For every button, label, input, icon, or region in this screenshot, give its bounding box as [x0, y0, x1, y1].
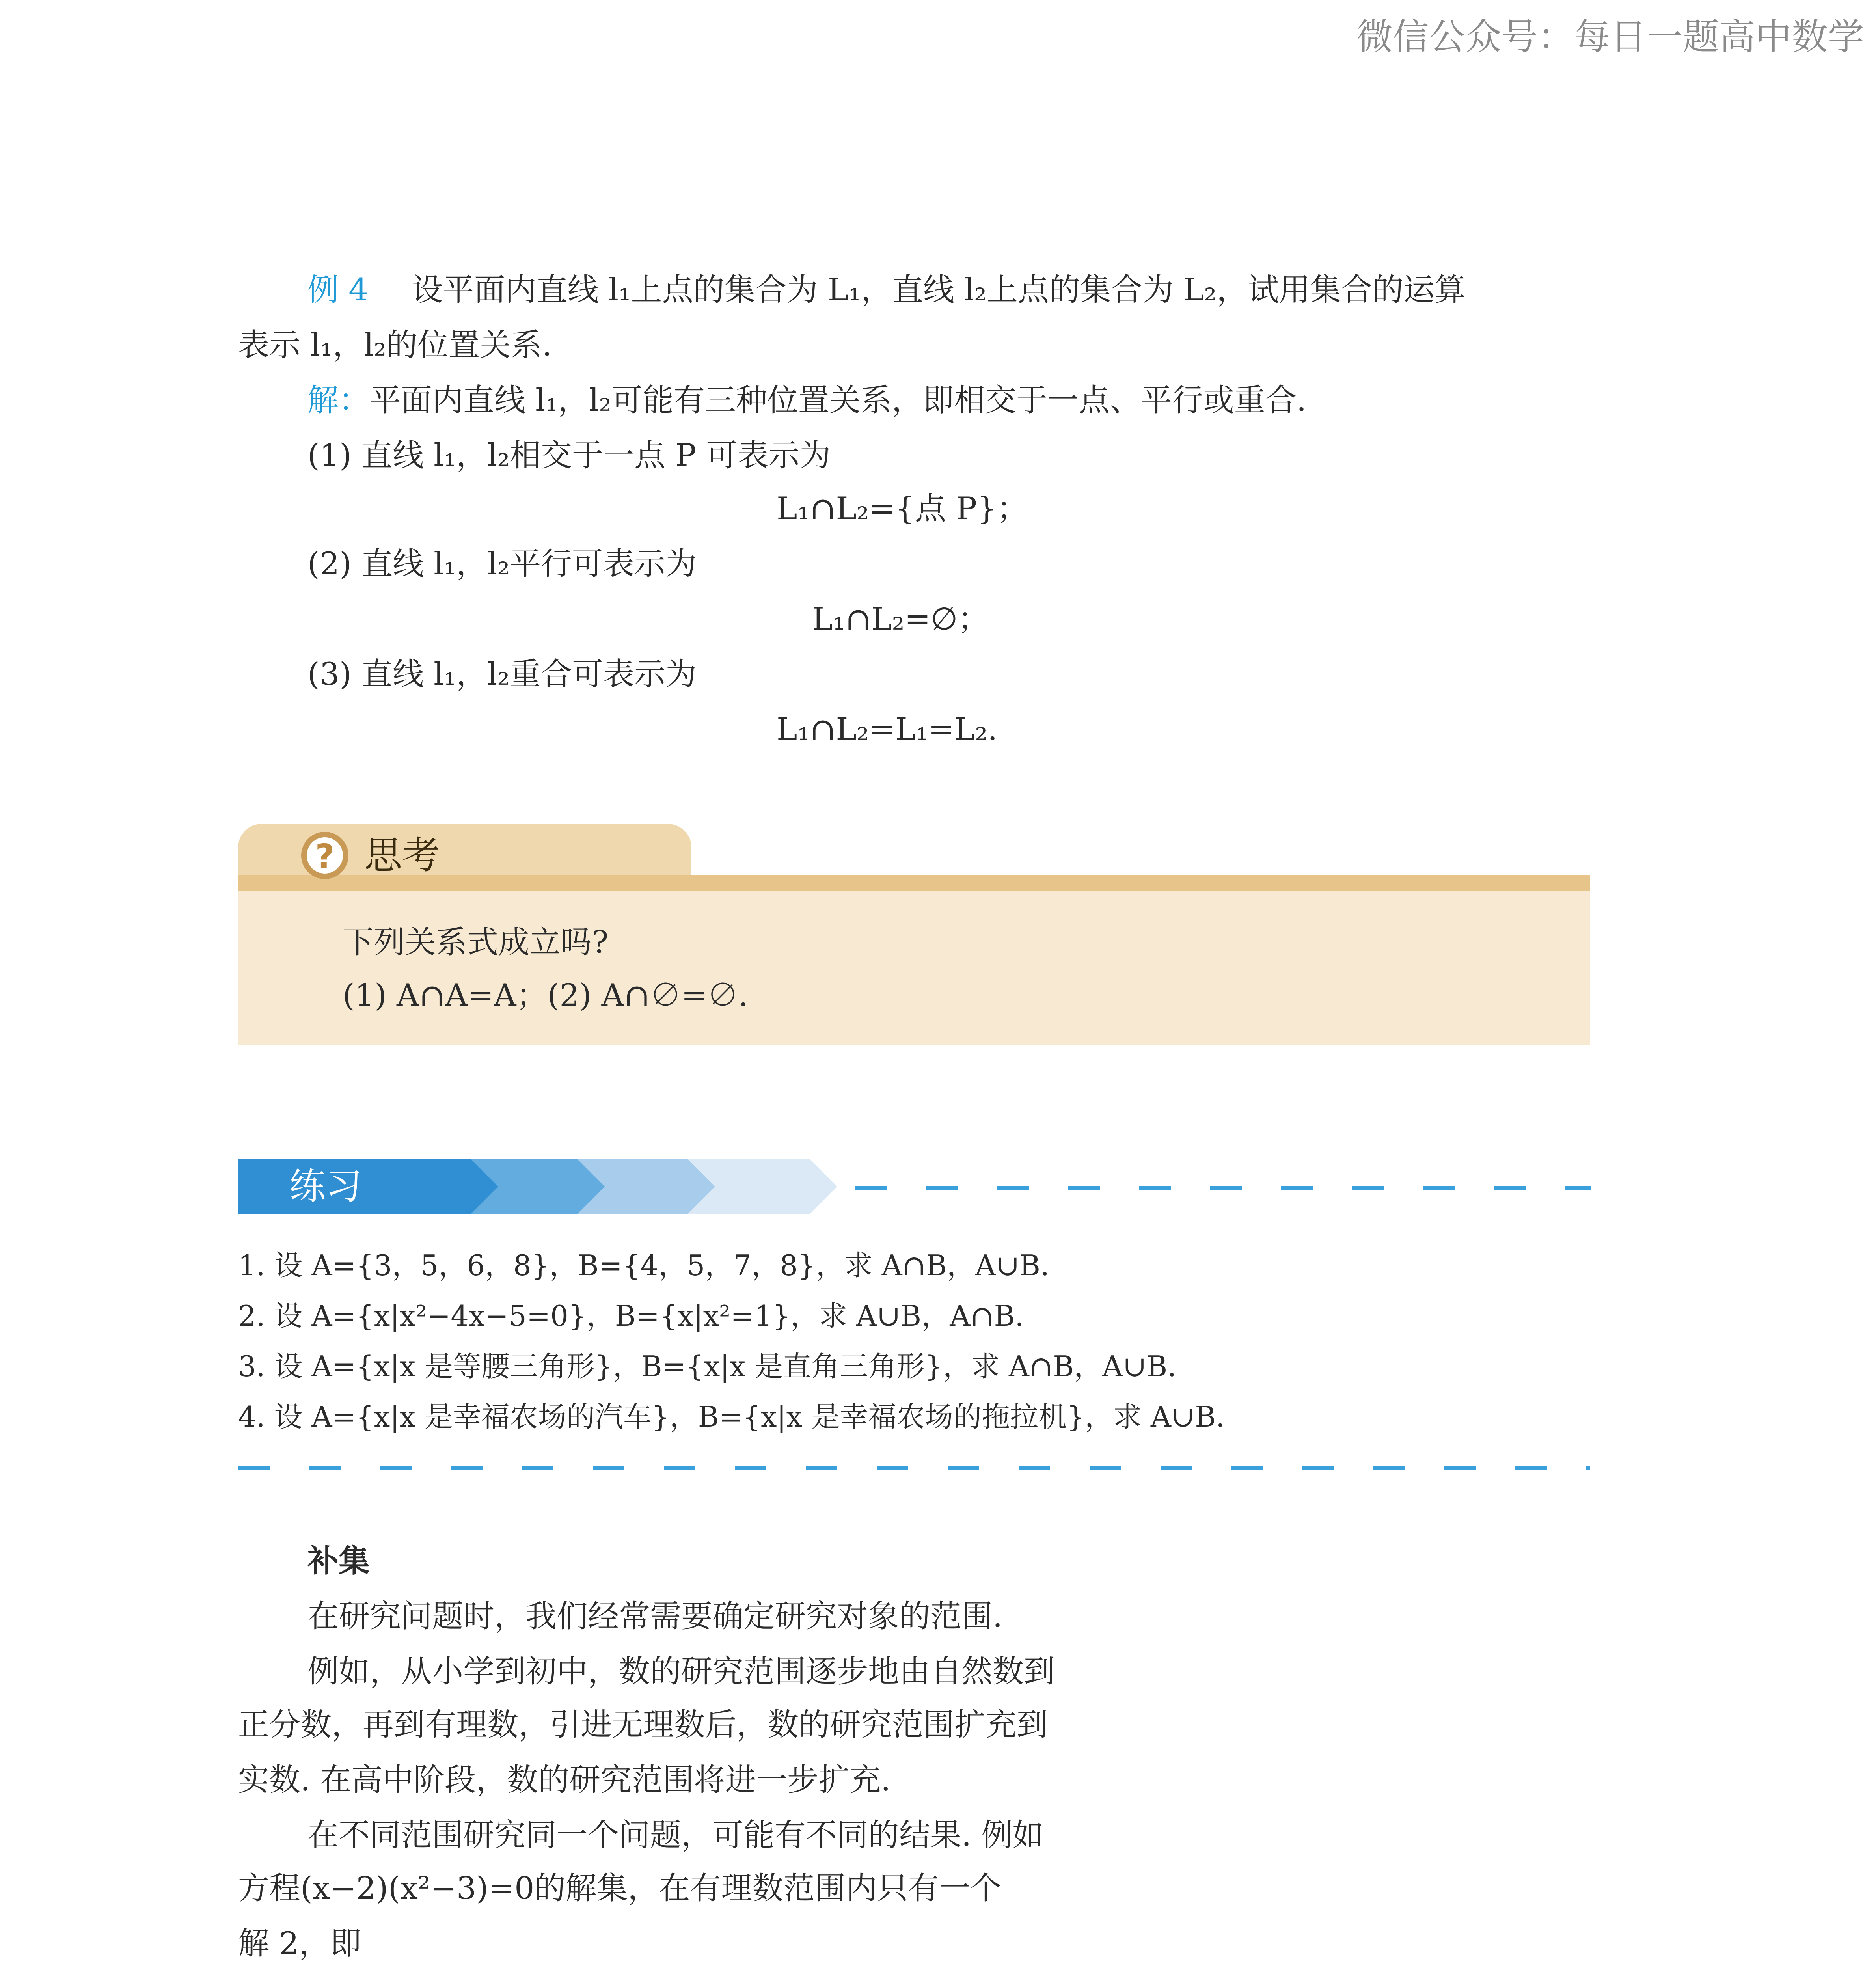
solution-line — [307, 373, 1306, 428]
solution-text: 平面内直线 l₁，l₂可能有三种位置关系，即相交于一点、平行或重合. — [370, 382, 1307, 418]
example4-text-line1: 设平面内直线 l₁上点的集合为 L₁，直线 l₂上点的集合为 L₂，试用集合的运算 — [412, 272, 1466, 308]
complement-p3-l1: 在不同范围研究同一个问题，可能有不同的结果. 例如 — [307, 1817, 1044, 1853]
example4-line1 — [307, 262, 1466, 317]
case2: (2) 直线 l₁，l₂平行可表示为 — [307, 546, 697, 582]
practice-top-dashes — [855, 1186, 1591, 1190]
case1: (1) 直线 l₁，l₂相交于一点 P 可表示为 — [307, 437, 831, 473]
solution-label: 解： — [307, 382, 370, 418]
formula-rational — [430, 1969, 896, 1971]
think-band — [238, 875, 1590, 891]
formula3: L₁∩L₂=L₁=L₂. — [777, 711, 998, 747]
think-line2: (1) A∩A=A；(2) A∩∅=∅. — [343, 977, 749, 1013]
example4-label: 例 4 — [307, 272, 369, 308]
exercise-1: 1. 设 A={3，5，6，8}，B={4，5，7，8}，求 A∩B，A∪B. — [238, 1249, 1049, 1282]
practice-title: 练习 — [289, 1165, 362, 1207]
complement-p3-l2: 方程(x−2)(x²−3)=0的解集，在有理数范围内只有一个 — [238, 1870, 1002, 1906]
complement-p2-l1: 例如，从小学到初中，数的研究范围逐步地由自然数到 — [307, 1653, 1055, 1690]
formula2: L₁∩L₂=∅； — [812, 601, 989, 637]
complement-p2-l2: 正分数，再到有理数，引进无理数后，数的研究范围扩充到 — [238, 1706, 1048, 1743]
formula1: L₁∩L₂={点 P}； — [777, 490, 1028, 527]
think-body — [238, 891, 1590, 1045]
complement-p1: 在研究问题时，我们经常需要确定研究对象的范围. — [307, 1598, 1003, 1634]
think-line1: 下列关系式成立吗? — [343, 924, 609, 960]
practice-header — [238, 1159, 837, 1214]
example4-line2: 表示 l₁，l₂的位置关系. — [238, 327, 552, 363]
watermark: 微信公众号：每日一题高中数学 — [1356, 16, 1864, 58]
case3: (3) 直线 l₁，l₂重合可表示为 — [307, 656, 697, 692]
exercise-4: 4. 设 A={x|x 是幸福农场的汽车}，B={x|x 是幸福农场的拖拉机}，求 A∪B. — [238, 1400, 1225, 1433]
exercise-2: 2. 设 A={x|x²−4x−5=0}，B={x|x²=1}，求 A∪B，A∩B. — [238, 1299, 1024, 1332]
question-icon: ? — [301, 832, 348, 879]
think-title: 思考 — [364, 833, 440, 877]
complement-p2-l3: 实数. 在高中阶段，数的研究范围将进一步扩充. — [238, 1762, 891, 1798]
think-box — [238, 824, 1590, 1045]
exercise-3: 3. 设 A={x|x 是等腰三角形}，B={x|x 是直角三角形}，求 A∩B，A∪B. — [238, 1350, 1177, 1383]
practice-bottom-dashes — [238, 1466, 1590, 1470]
complement-heading: 补集 — [307, 1543, 370, 1579]
complement-p3-l3: 解 2，即 — [238, 1925, 361, 1962]
